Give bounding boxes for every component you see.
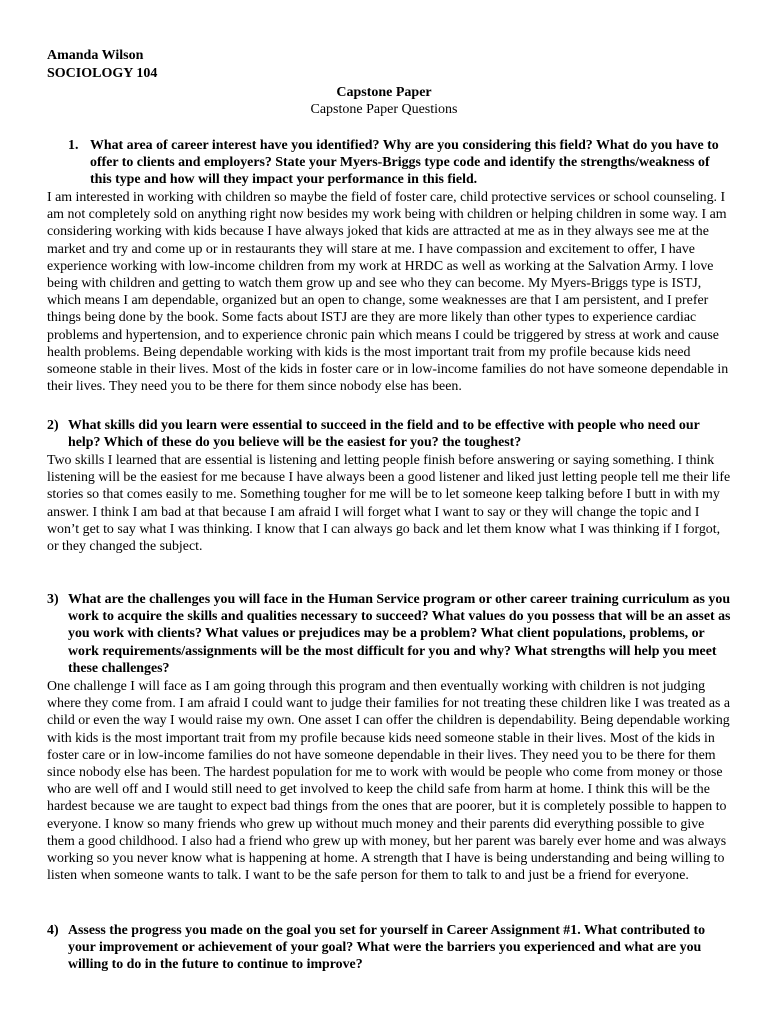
question-4 — [47, 922, 733, 974]
question-number: 2) — [47, 418, 59, 433]
question-text: What area of career interest have you identified? Why are you considering this field? What do you have to offer to clients and employers? State your Myers-Briggs type code and identify the strengths/weakness of this type and how will they impact your performance in this field. — [90, 138, 719, 188]
question-text: What skills did you learn were essential to succeed in the field and to be effective with people who need our help? Which of these do you believe will be the easiest for you? the toughest? — [68, 418, 700, 451]
document-title: Capstone Paper — [336, 85, 432, 100]
author-name: Amanda Wilson — [47, 48, 144, 63]
answer-3 — [47, 678, 733, 884]
answer-text: Two skills I learned that are essential is listening and letting people finish before answering or saying something. I think listening will be the easiest for me because I have always been a good listener and liked just letting people tell me their life stories so that comes easily to me. Something tougher for me will be to let someone keep talking before I butt in with my answer. I think I am bad at that because I am afraid I will forget what I want to say or they will change the topic and I won’t get to say what I was thinking. I know that I can always go back and let them know what I was thinking if I forgot, or they changed the subject. — [47, 453, 731, 555]
answer-2 — [47, 452, 733, 555]
document-subtitle: Capstone Paper Questions — [310, 102, 458, 117]
answer-text: One challenge I will face as I am going through this program and then eventually working with children is not judging where they come from. I am afraid I could want to judge their families for not treating these children like I was treated as a child or even the way I would raise my own. One asset I can offer the children is dependability. Being dependable working with kids is the most important trait from my profile because kids need someone stable in their lives. Most of the kids in foster care or in low-income families do not have someone dependable in their lives. They need you to be there for them since nobody else has been. The hardest population for me to work with would be people who come from money or those who are well off and I would still need to get involved to keep the child safe from harm at home. I think this will be the hardest because we are taught to expect bad things from the ones that are poorer, but it is completely possible to happen to everyone. I know so many friends who grew up without much money and their parents did everything possible to give them a good childhood. I also had a friend who grew up with money, but her parent was barely ever home and was always working so you never know what is happening at home. A strength that I have is being understanding and being willing to listen when someone wants to talk. I want to be the safe person for them to talk to and just be a friend for everyone. — [47, 679, 731, 884]
document-header — [47, 47, 157, 83]
question-text: Assess the progress you made on the goal you set for yourself in Career Assignment #1. What contributed to your improvement or achievement of your goal? What were the barriers you experienced and what are you willing to do in the future to continue to improve? — [68, 923, 706, 973]
question-text: What are the challenges you will face in the Human Service program or other career training curriculum as you work to acquire the skills and qualities necessary to succeed? What values do you possess that will be an asset as you work with clients? What values or prejudices may be a problem? What client populations, problems, or work requirements/assignments will be the most difficult for you and why? What strengths will help you meet these challenges? — [68, 592, 731, 676]
question-number: 3) — [47, 592, 59, 607]
question-3 — [47, 591, 733, 677]
question-number: 1. — [68, 138, 79, 153]
answer-text: I am interested in working with children so maybe the field of foster care, child protective services or school counseling. I am not completely sold on anything right now besides my work being with children or helping children in some way. I am considering working with kids because I have always joked that kids are attracted at me as in they always see me at the market and try and come up or in restaurants they will stare at me. I have compassion and excitement to offer, I have experience working with low-income children from my work at HRDC as well as working at the Salvation Army. I love being with children and getting to watch them grow up and see who they can become. My Myers-Briggs type is ISTJ, which means I am dependable, organized but an open to change, some weaknesses are that I am persistent, and I prefer things being done by the book. Some facts about ISTJ are they are more likely than other types to experience cardiac problems and hypertension, and to experience chronic pain which means I could be triggered by stress at work and cause health problems. Being dependable working with kids is the most important trait from my profile because kids need someone stable in their lives. Most of the kids in foster care or in low-income families do not have someone dependable in their lives. They need you to be there for them since nobody else has been. — [47, 190, 729, 395]
course-name: SOCIOLOGY 104 — [47, 66, 158, 81]
question-number: 4) — [47, 923, 59, 938]
question-2 — [47, 417, 733, 451]
answer-1 — [47, 189, 733, 395]
question-1 — [47, 137, 733, 189]
